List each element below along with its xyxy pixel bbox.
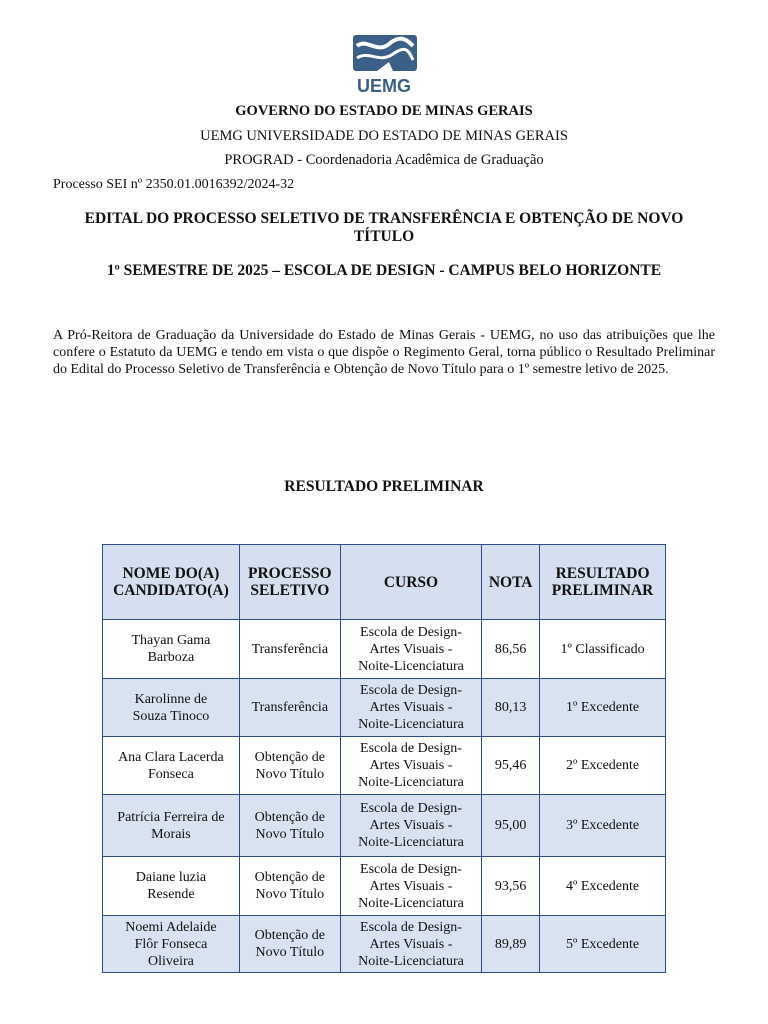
cell-course: Escola de Design- Artes Visuais - Noite-Licenciatura	[340, 620, 481, 679]
header-course: CURSO	[340, 545, 481, 620]
table-row	[103, 620, 666, 679]
cell-grade: 93,56	[482, 857, 540, 916]
cell-result: 1º Excedente	[540, 679, 666, 737]
header-result: RESULTADO PRELIMINAR	[540, 545, 666, 620]
cell-course: Escola de Design- Artes Visuais - Noite-Licenciatura	[340, 857, 481, 916]
cell-grade: 95,00	[482, 795, 540, 857]
cell-process: Obtenção de Novo Título	[239, 737, 340, 795]
process-number: Processo SEI nº 2350.01.0016392/2024-32	[53, 177, 295, 192]
cell-result: 2º Excedente	[540, 737, 666, 795]
cell-grade: 80,13	[482, 679, 540, 737]
svg-text:UEMG: UEMG	[357, 76, 411, 96]
edital-title-line1: EDITAL DO PROCESSO SELETIVO DE TRANSFERÊNCIA E OBTENÇÃO DE NOVO	[84, 210, 684, 227]
cell-process: Obtenção de Novo Título	[239, 916, 340, 973]
government-heading: GOVERNO DO ESTADO DE MINAS GERAIS	[235, 103, 533, 119]
cell-process: Obtenção de Novo Título	[239, 857, 340, 916]
edital-subtitle: 1º SEMESTRE DE 2025 – ESCOLA DE DESIGN - CAMPUS BELO HORIZONTE	[106, 262, 662, 279]
cell-result: 4º Excedente	[540, 857, 666, 916]
prograd-heading: PROGRAD - Coordenadoria Acadêmica de Graduação	[224, 152, 544, 168]
cell-result: 1º Classificado	[540, 620, 666, 679]
cell-process: Transferência	[239, 620, 340, 679]
header-process: PROCESSO SELETIVO	[239, 545, 340, 620]
cell-result: 5º Excedente	[540, 916, 666, 973]
table-row	[103, 737, 666, 795]
cell-course: Escola de Design- Artes Visuais - Noite-Licenciatura	[340, 679, 481, 737]
cell-course: Escola de Design- Artes Visuais - Noite-Licenciatura	[340, 737, 481, 795]
cell-course: Escola de Design- Artes Visuais - Noite-Licenciatura	[340, 916, 481, 973]
cell-process: Obtenção de Novo Título	[239, 795, 340, 857]
cell-name: Karolinne de Souza Tinoco	[103, 679, 240, 737]
header-name: NOME DO(A) CANDIDATO(A)	[103, 545, 240, 620]
table-row	[103, 916, 666, 973]
cell-name: Noemi Adelaide Flôr Fonseca Oliveira	[103, 916, 240, 973]
cell-name: Patrícia Ferreira de Morais	[103, 795, 240, 857]
table-header-row	[103, 545, 666, 620]
uemg-logo	[347, 32, 421, 96]
cell-process: Transferência	[239, 679, 340, 737]
cell-name: Daiane luzia Resende	[103, 857, 240, 916]
cell-grade: 95,46	[482, 737, 540, 795]
result-title: RESULTADO PRELIMINAR	[284, 478, 484, 495]
header-grade: NOTA	[482, 545, 540, 620]
university-heading: UEMG UNIVERSIDADE DO ESTADO DE MINAS GERAIS	[200, 128, 568, 144]
table-row	[103, 795, 666, 857]
edital-title-line2: TÍTULO	[353, 228, 415, 245]
results-table	[102, 544, 666, 973]
cell-course: Escola de Design- Artes Visuais - Noite-Licenciatura	[340, 795, 481, 857]
table-row	[103, 679, 666, 737]
cell-grade: 86,56	[482, 620, 540, 679]
intro-paragraph: A Pró-Reitora de Graduação da Universidade do Estado de Minas Gerais - UEMG, no uso das atribuições que lhe confere o Estatuto da UEMG e tendo em vista o que dispõe o Regimento Geral, torna público o Resultado Preliminar do Edital do Processo Seletivo de Transferência e Obtenção de Novo Título para o 1º semestre letivo de 2025.	[53, 328, 715, 377]
cell-result: 3º Excedente	[540, 795, 666, 857]
cell-name: Ana Clara Lacerda Fonseca	[103, 737, 240, 795]
cell-grade: 89,89	[482, 916, 540, 973]
table-row	[103, 857, 666, 916]
cell-name: Thayan Gama Barboza	[103, 620, 240, 679]
